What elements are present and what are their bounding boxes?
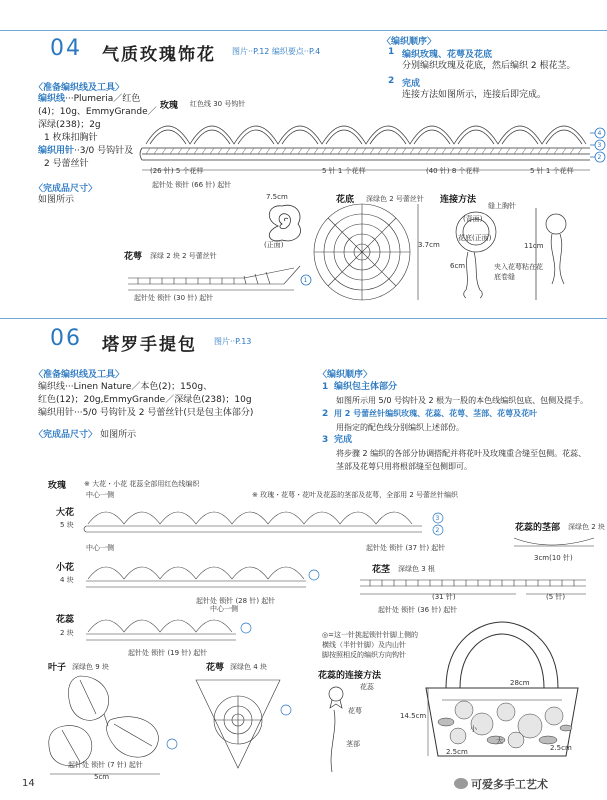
top-rule	[0, 30, 607, 31]
sepal-06-label: 花萼	[206, 663, 225, 673]
rose-label: 玫瑰	[160, 101, 179, 111]
section-06-title: 塔罗手提包	[102, 335, 197, 355]
sepal-note: 深绿 2 块 2 号蕾丝针	[150, 252, 217, 260]
front-label: (正面)	[264, 241, 284, 249]
rose-06-note: ※ 大花・小花 花蕊全部用红色线编织	[84, 480, 200, 488]
stem-count-b: (5 针)	[546, 593, 566, 601]
section-04-title: 气质玫瑰饰花	[102, 45, 216, 65]
section-04-reference: 图片··P.12 编织要点··P.4	[232, 47, 321, 56]
bag-small-b: 2.5cm	[550, 744, 572, 752]
step-2-title: 完成	[402, 79, 421, 89]
rose-bottom-1: 5 针 1 个花样	[322, 167, 366, 175]
svg-text:3: 3	[597, 142, 602, 149]
stamen-join-label: 花蕊的连接方法	[318, 671, 382, 681]
materials-header-06: 〈准备编织线及工具〉	[34, 370, 125, 380]
section-06-rule	[0, 318, 607, 319]
bag-small-mark: 小	[470, 725, 477, 733]
svg-text:2: 2	[597, 154, 602, 161]
bud-label: 花蕊	[56, 615, 75, 625]
size-header-06: 〈完成品尺寸〉 如图所示	[34, 430, 137, 440]
stamen-size: 3cm(10 针)	[534, 554, 573, 562]
legend-note: ◎=这一针挑起锁针针脚上侧的 横线（半针针脚）及内山针 脚按照相反的编织方向钩针	[322, 631, 418, 659]
bud-chain: 起针处 锁针 (19 针) 起针	[128, 649, 208, 657]
section-04-number: 04	[50, 36, 82, 61]
yarn-block-06: 编织线···Linen Nature／本色(2)；150g、 红色(12)；20g,EmmyGrande／深绿色(238)；10g 编织用针···5/0 号钩针及 2 号蕾丝针(只是包主体部分)	[38, 382, 254, 418]
stamen-join-part-2: 茎部	[346, 740, 360, 748]
svg-text:1: 1	[303, 277, 308, 284]
big-label: 大花	[56, 508, 75, 518]
leaf-note: 深绿色 9 块	[72, 663, 109, 671]
center-side-small: 中心一侧	[86, 544, 114, 552]
small-count: 4 块	[60, 576, 74, 584]
join-note-0: 缝上胸针	[488, 202, 516, 210]
leaf-chain: 起针处 锁针 (7 针) 起针	[68, 761, 143, 769]
step-2-text: 连接方法如图所示，连接后即完成。	[402, 90, 547, 100]
rose-06-label: 玫瑰	[48, 481, 67, 491]
bag-big-mark: 大	[496, 737, 503, 745]
rose-bottom-3: 5 针 1 个花样	[530, 167, 574, 175]
bud-chart	[82, 608, 262, 648]
step-2-number: 2	[388, 76, 395, 86]
center-side-bud: 中心一侧	[210, 605, 238, 613]
stamen-label: 花蕊的茎部	[515, 523, 561, 533]
join-size-b: 11cm	[524, 242, 544, 250]
materials-header: 〈准备编织线及工具〉	[34, 83, 125, 93]
section-06-number: 06	[50, 326, 82, 351]
stamen-note: 深绿色 2 块	[568, 523, 605, 531]
rose-chain: 起针处 锁针 (66 针) 起针	[152, 181, 232, 189]
size-header: 〈完成品尺寸〉	[34, 184, 98, 194]
rose-chart	[138, 108, 602, 188]
stamen-join-part-1: 花萼	[348, 707, 362, 715]
stem-chain: 起针处 锁针 (36 针) 起针	[378, 606, 458, 614]
stamen-join-diagram	[320, 680, 390, 780]
watermark: 可爱多手工艺术	[454, 773, 548, 792]
center-side-big: 中心一侧	[86, 491, 114, 499]
small-label: 小花	[56, 563, 75, 573]
leaf-label: 叶子	[48, 663, 67, 673]
big-chain: 起针处 锁针 (37 针) 起针	[366, 544, 446, 552]
svg-text:4: 4	[597, 130, 602, 137]
rose-06-note2: ※ 玫瑰・花萼・花叶及花蕊的茎部及花萼，全部用 2 号蕾丝针编织	[252, 491, 458, 499]
bag-small-a: 2.5cm	[446, 748, 468, 756]
small-chain: 起针处 锁针 (28 针) 起针	[196, 597, 276, 605]
bud-count: 2 块	[60, 629, 74, 637]
base-note: 深绿色 2 号蕾丝针	[366, 195, 424, 203]
base-size: 3.7cm	[418, 241, 440, 249]
wechat-icon	[454, 778, 468, 789]
page-number: 14	[22, 778, 35, 789]
stem-count-a: (31 针)	[432, 593, 456, 601]
small-flower-chart	[82, 555, 322, 595]
big-flower-chart	[82, 500, 452, 540]
rose-note: 红色线 30 号钩针	[190, 100, 246, 108]
leaf-size: 5cm	[94, 773, 110, 781]
sepal-chain: 起针处 锁针 (30 针) 起针	[134, 294, 214, 302]
join-size-a: 6cm	[450, 262, 466, 270]
base-label: 花底	[336, 195, 355, 205]
order-header-06: 〈编织顺序〉	[318, 370, 373, 380]
stem-chart	[356, 570, 596, 610]
rose-bottom-2: (40 针) 8 个花样	[426, 167, 480, 175]
sepal-06-chart	[186, 670, 296, 780]
rose-size: 7.5cm	[266, 193, 288, 201]
step-1-title: 编织玫瑰、花萼及花底	[402, 50, 493, 60]
size-text: 如图所示	[38, 195, 75, 205]
join-note-2: 花底(正面)	[458, 234, 492, 242]
svg-text:3: 3	[435, 515, 440, 522]
step-1-number: 1	[388, 47, 395, 57]
sepal-06-note: 深绿色 4 块	[230, 663, 267, 671]
step-1-text: 分别编织玫瑰及花底，然后编织 2 根花茎。	[402, 61, 576, 71]
stem-note: 深绿色 3 根	[398, 565, 435, 573]
stem-label: 花茎	[372, 565, 391, 575]
sepal-label: 花萼	[124, 252, 143, 262]
step-list-06: 1 编织包主体部分 如图所示用 5/0 号钩针及 2 根为一股的本色线编织包底、包侧及提手。 2 用 2 号蕾丝针编织玫瑰、花蕊、花萼、茎部、花萼及花叶 用指定的配色线分别编织上述部份。 3 完成 将步骤 2 编织的各部分协调搭配并将花叶及玫瑰重合缝至包侧。花蕊、 茎部及花萼只用将根部缝至包侧即可。	[322, 382, 589, 471]
join-note-1: (背面)	[463, 215, 483, 223]
join-label: 连接方法	[440, 195, 477, 205]
yarn-block: 编织线···Plumeria／红色 (4)；10g、EmmyGrande／ 深绿(238)；2g 1 枚珠扣胸针 编织用针··3/0 号钩针及 2 号蕾丝针	[38, 94, 157, 169]
svg-text:2: 2	[435, 527, 440, 534]
join-side-note: 夹入花萼粘在花底卷缝	[494, 263, 543, 281]
stamen-join-part-0: 花蕊	[360, 683, 374, 691]
order-header: 〈编织顺序〉	[382, 37, 437, 47]
section-06-reference: 图片··P.13	[214, 337, 252, 346]
bag-top-size: 28cm	[510, 679, 530, 687]
bag-height: 14.5cm	[400, 712, 427, 720]
big-count: 5 块	[60, 521, 74, 529]
rose-bottom-0: (26 针) 5 个花样	[150, 167, 204, 175]
